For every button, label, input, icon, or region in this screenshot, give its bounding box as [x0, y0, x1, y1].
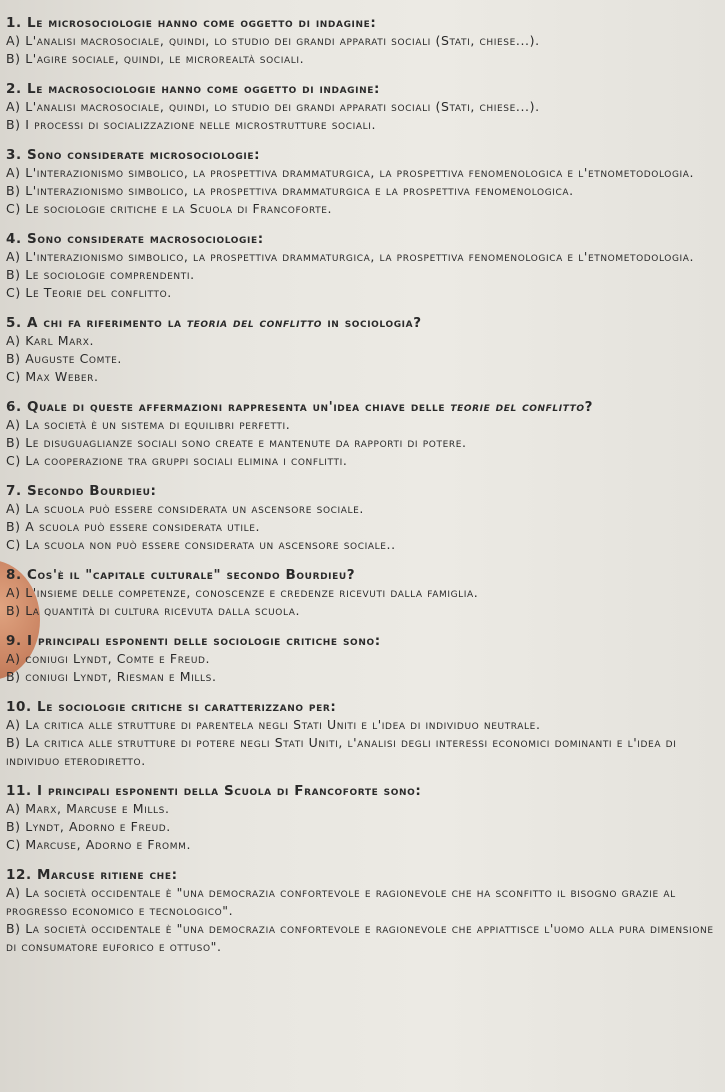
- answer-option: C) Le sociologie critiche e la Scuola di Francoforte.: [6, 201, 333, 216]
- answer-option: A) L'insieme delle competenze, conoscenze e credenze ricevuti dalla famiglia.: [6, 585, 479, 600]
- question-2: [6, 80, 721, 134]
- question-title-emphasis: teorie del conflitto: [450, 399, 585, 415]
- answer-option: B) A scuola può essere considerata utile.: [6, 519, 261, 534]
- answer-option: A) La critica alle strutture di parentela negli Stati Uniti e l'idea di individuo neutrale.: [6, 717, 541, 732]
- answer-option: A) La scuola può essere considerata un ascensore sociale.: [6, 501, 365, 516]
- answer-option: A) L'analisi macrosociale, quindi, lo studio dei grandi apparati sociali (Stati, chiese...).: [6, 99, 540, 114]
- answer-option: A) L'interazionismo simbolico, la prospettiva drammaturgica, la prospettiva fenomenologica e l'etnometodologia.: [6, 165, 695, 180]
- question-title: 1. Le microsociologie hanno come oggetto di indagine:: [6, 15, 377, 31]
- question-9: [6, 632, 721, 686]
- answer-option: B) Lyndt, Adorno e Freud.: [6, 819, 171, 834]
- answer-option: A) La società occidentale è "una democrazia confortevole e ragionevole che ha sconfitto il bisogno grazie al progresso economico e tecnologico".: [6, 885, 676, 918]
- question-12: [6, 866, 721, 956]
- question-title: [6, 314, 721, 332]
- question-title: [6, 398, 721, 416]
- answer-option: A) L'interazionismo simbolico, la prospettiva drammaturgica, la prospettiva fenomenologica e l'etnometodologia.: [6, 249, 695, 264]
- question-title: 12. Marcuse ritiene che:: [6, 867, 178, 883]
- question-5: [6, 314, 721, 386]
- answer-option: C) La scuola non può essere considerata un ascensore sociale..: [6, 537, 396, 552]
- answer-option: A) La società è un sistema di equilibri perfetti.: [6, 417, 291, 432]
- question-title: 3. Sono considerate microsociologie:: [6, 147, 261, 163]
- answer-option: C) Le Teorie del conflitto.: [6, 285, 172, 300]
- question-title: 2. Le macrosociologie hanno come oggetto di indagine:: [6, 81, 380, 97]
- question-title-end: ?: [584, 399, 594, 415]
- answer-option: C) La cooperazione tra gruppi sociali elimina i conflitti.: [6, 453, 348, 468]
- question-1: [6, 14, 721, 68]
- question-10: [6, 698, 721, 770]
- answer-option: B) Le disuguaglianze sociali sono create e mantenute da rapporti di potere.: [6, 435, 467, 450]
- question-title: 4. Sono considerate macrosociologie:: [6, 231, 264, 247]
- question-title: 8. Cos'è il "capitale culturale" secondo Bourdieu?: [6, 567, 356, 583]
- answer-option: B) I processi di socializzazione nelle microstrutture sociali.: [6, 117, 377, 132]
- question-11: [6, 782, 721, 854]
- answer-option: B) La quantità di cultura ricevuta dalla scuola.: [6, 603, 301, 618]
- answer-option: B) L'agire sociale, quindi, le microrealtà sociali.: [6, 51, 305, 66]
- question-6: [6, 398, 721, 470]
- answer-option: B) coniugi Lyndt, Riesman e Mills.: [6, 669, 217, 684]
- answer-option: A) Marx, Marcuse e Mills.: [6, 801, 170, 816]
- question-4: [6, 230, 721, 302]
- question-title-end: in sociologia?: [322, 315, 422, 331]
- question-title-start: 5. A chi fa riferimento la: [6, 315, 187, 331]
- question-title: 11. I principali esponenti della Scuola di Francoforte sono:: [6, 783, 422, 799]
- question-title: 7. Secondo Bourdieu:: [6, 483, 157, 499]
- answer-option: C) Max Weber.: [6, 369, 99, 384]
- question-7: [6, 482, 721, 554]
- answer-option: A) coniugi Lyndt, Comte e Freud.: [6, 651, 211, 666]
- quiz-sheet: [6, 14, 721, 968]
- question-8: [6, 566, 721, 620]
- answer-option: A) L'analisi macrosociale, quindi, lo studio dei grandi apparati sociali (Stati, chiese...).: [6, 33, 540, 48]
- answer-option: B) L'interazionismo simbolico, la prospettiva drammaturgica e la prospettiva fenomenologica.: [6, 183, 574, 198]
- question-title-emphasis: teoria del conflitto: [186, 315, 323, 331]
- question-title: 10. Le sociologie critiche si caratterizzano per:: [6, 699, 337, 715]
- answer-option: A) Karl Marx.: [6, 333, 95, 348]
- question-3: [6, 146, 721, 218]
- question-title: 9. I principali esponenti delle sociologie critiche sono:: [6, 633, 381, 649]
- answer-option: B) Auguste Comte.: [6, 351, 122, 366]
- answer-option: C) Marcuse, Adorno e Fromm.: [6, 837, 192, 852]
- answer-option: B) La società occidentale è "una democrazia confortevole e ragionevole che appiattisce l'uomo alla pura dimensione di consumatore euforico e ottuso".: [6, 921, 714, 954]
- answer-option: B) Le sociologie comprendenti.: [6, 267, 195, 282]
- answer-option: B) La critica alle strutture di potere negli Stati Uniti, l'analisi degli interessi economici dominanti e l'idea di individuo eterodiretto.: [6, 735, 677, 768]
- question-title-start: 6. Quale di queste affermazioni rappresenta un'idea chiave delle: [6, 399, 451, 415]
